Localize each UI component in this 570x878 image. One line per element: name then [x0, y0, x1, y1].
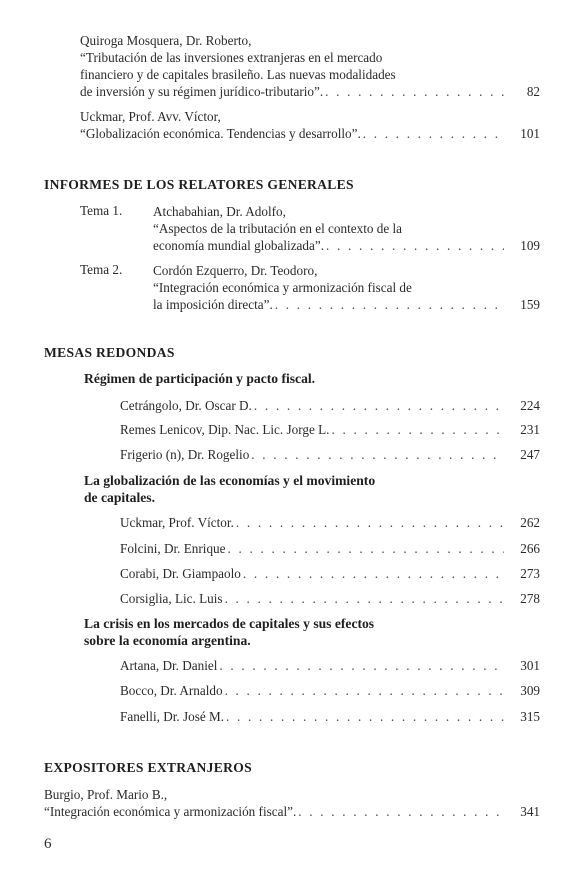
roundtable-title-line: de capitales.	[84, 490, 155, 505]
dot-leader	[225, 590, 504, 607]
entry-author: Quiroga Mosquera, Dr. Roberto,	[80, 33, 252, 48]
dot-leader	[243, 565, 504, 582]
toc-entry-tema2	[153, 262, 540, 313]
entry-title-end: “Globalización económica. Tendencias y desarrollo”.	[80, 126, 361, 141]
speaker-name: Fanelli, Dr. José M.	[120, 709, 225, 724]
roundtable-entry	[120, 565, 540, 582]
roundtable-title-line: sobre la economía argentina.	[84, 633, 251, 648]
toc-entry-burgio	[44, 786, 540, 820]
entry-last-line	[153, 296, 540, 313]
entry-last-line	[153, 237, 540, 254]
dot-leader	[225, 682, 504, 699]
page-number: 6	[44, 836, 52, 852]
page-ref: 273	[520, 566, 540, 581]
roundtable-entry	[120, 657, 540, 674]
speaker-name: Folcini, Dr. Enrique	[120, 541, 226, 556]
roundtable-title-line: La globalización de las economías y el movimiento	[84, 473, 376, 488]
page-ref: 266	[520, 541, 540, 556]
tema-label: Tema 1.	[80, 203, 123, 218]
entry-last-line	[80, 83, 540, 100]
speaker-name: Artana, Dr. Daniel	[120, 658, 218, 673]
page-ref: 101	[520, 126, 540, 141]
section-heading-expositores: EXPOSITORES EXTRANJEROS	[44, 760, 252, 775]
dot-leader	[326, 237, 504, 254]
page-ref: 341	[520, 804, 540, 819]
dot-leader	[325, 83, 504, 100]
entry-title-line: financiero y de capitales brasileño. Las nuevas modalidades	[80, 67, 396, 82]
roundtable-entry	[120, 540, 540, 557]
roundtable-title	[84, 472, 375, 506]
entry-title-line: “Integración económica y armonización fiscal de	[153, 280, 412, 295]
dot-leader	[331, 421, 504, 438]
page-ref: 82	[526, 84, 540, 99]
page-ref: 315	[520, 709, 540, 724]
dot-leader	[251, 446, 504, 463]
speaker-name: Corsiglia, Lic. Luis	[120, 591, 223, 606]
toc-entry-uckmar	[80, 108, 540, 142]
roundtable-entry	[120, 514, 540, 531]
roundtable-title: Régimen de participación y pacto fiscal.	[84, 371, 316, 386]
toc-entry-tema1	[153, 203, 540, 254]
speaker-name: Corabi, Dr. Giampaolo	[120, 566, 241, 581]
speaker-name: Frigerio (n), Dr. Rogelio	[120, 447, 250, 462]
speaker-name: Cetrángolo, Dr. Oscar D.	[120, 398, 252, 413]
roundtable-entry	[120, 421, 540, 438]
dot-leader	[254, 397, 504, 414]
speaker-name: Uckmar, Prof. Víctor.	[120, 515, 234, 530]
roundtable-entry	[120, 397, 540, 414]
roundtable-entry	[120, 682, 540, 699]
page-ref: 262	[520, 515, 540, 530]
entry-title-end: economía mundial globalizada”.	[153, 238, 325, 253]
page-ref: 301	[520, 658, 540, 673]
page-ref: 231	[520, 422, 540, 437]
toc-entry-quiroga	[80, 32, 540, 100]
roundtable-entry	[120, 446, 540, 463]
page-ref: 159	[520, 297, 540, 312]
entry-title-line: “Tributación de las inversiones extranjeras en el mercado	[80, 50, 383, 65]
entry-author: Cordón Ezquerro, Dr. Teodoro,	[153, 263, 318, 278]
dot-leader	[226, 708, 504, 725]
entry-author: Burgio, Prof. Mario B.,	[44, 787, 168, 802]
dot-leader	[363, 125, 504, 142]
section-heading-mesas: MESAS REDONDAS	[44, 345, 175, 360]
section-heading-informes: INFORMES DE LOS RELATORES GENERALES	[44, 177, 354, 192]
entry-last-line	[44, 803, 540, 820]
roundtable-title-line: La crisis en los mercados de capitales y sus efectos	[84, 616, 375, 631]
roundtable-entry	[120, 708, 540, 725]
roundtable-entry	[120, 590, 540, 607]
dot-leader	[236, 514, 504, 531]
page-ref: 247	[520, 447, 540, 462]
roundtable-title	[84, 615, 374, 649]
dot-leader	[298, 803, 504, 820]
speaker-name: Remes Lenicov, Dip. Nac. Lic. Jorge L.	[120, 422, 330, 437]
page-ref: 309	[520, 683, 540, 698]
entry-title-end: la imposición directa”.	[153, 297, 273, 312]
entry-author: Uckmar, Prof. Avv. Víctor,	[80, 109, 221, 124]
entry-last-line	[80, 125, 540, 142]
page-ref: 224	[520, 398, 540, 413]
speaker-name: Bocco, Dr. Arnaldo	[120, 683, 223, 698]
entry-title-end: “Integración económica y armonización fiscal”.	[44, 804, 297, 819]
page-ref: 278	[520, 591, 540, 606]
page-ref: 109	[520, 238, 540, 253]
entry-author: Atchabahian, Dr. Adolfo,	[153, 204, 286, 219]
dot-leader	[219, 657, 504, 674]
dot-leader	[228, 540, 505, 557]
entry-title-end: de inversión y su régimen jurídico-tributario”.	[80, 84, 324, 99]
dot-leader	[275, 296, 504, 313]
entry-title-line: “Aspectos de la tributación en el contexto de la	[153, 221, 403, 236]
tema-label: Tema 2.	[80, 262, 123, 277]
